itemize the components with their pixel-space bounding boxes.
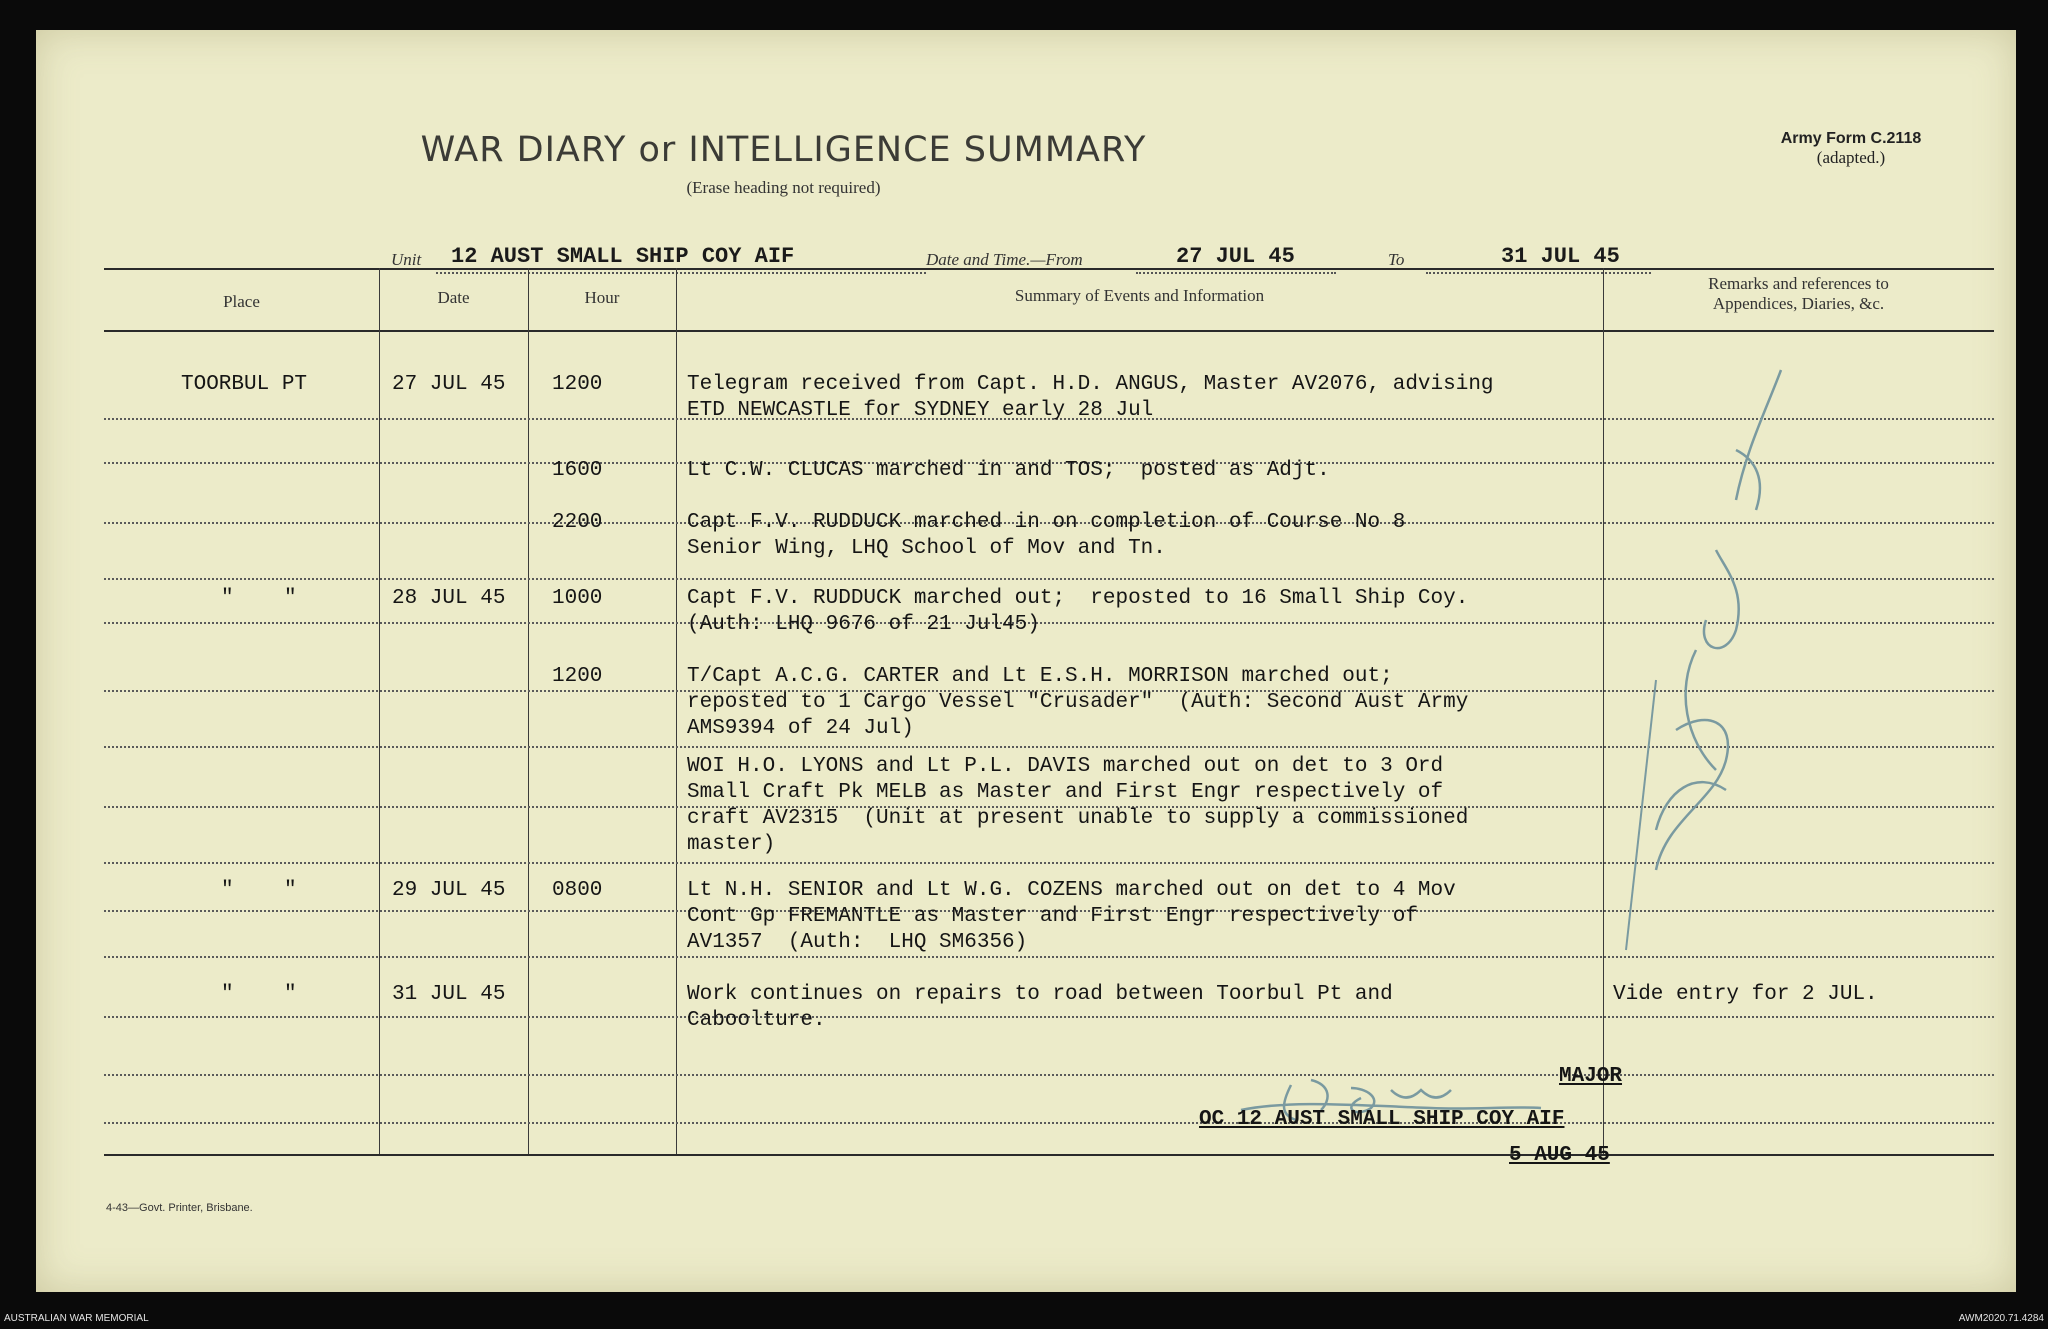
row-hour: 1200	[552, 373, 603, 396]
signature-rank: MAJOR	[1559, 1065, 1623, 1088]
army-form-number: Army Form C.2118	[1780, 130, 1922, 147]
row-summary: Capt F.V. RUDDUCK marched out; reposted to 16 Small Ship Coy. (Auth: LHQ 9676 of 21 Jul45)	[687, 587, 1469, 636]
date-to-label: To	[1388, 250, 1405, 269]
row-summary: WOI H.O. LYONS and Lt P.L. DAVIS marched out on det to 3 Ord Small Craft Pk MELB as Master and First Engr respectively of craft AV2315 (Unit at present unable to supply a commissioned master)	[687, 755, 1469, 856]
form-subtitle: (Erase heading not required)	[686, 178, 881, 197]
signature-appointment: OC 12 AUST SMALL SHIP COY AIF	[1199, 1108, 1565, 1131]
header-remarks-line1: Remarks and references to	[1708, 274, 1889, 293]
col-divider-hour	[676, 268, 677, 1154]
row-summary: Work continues on repairs to road between Toorbul Pt and Caboolture.	[687, 983, 1393, 1032]
header-summary: Summary of Events and Information	[1014, 286, 1265, 305]
header-hour: Hour	[584, 288, 620, 307]
header-bottom-rule	[104, 330, 1994, 332]
header-date: Date	[437, 288, 470, 307]
unit-dotline	[436, 272, 926, 274]
row-rule	[104, 1122, 1994, 1124]
row-summary: Capt F.V. RUDDUCK marched in on completion of Course No 8 Senior Wing, LHQ School of Mov and Tn.	[687, 511, 1406, 560]
signature-date: 5 AUG 45	[1509, 1144, 1610, 1167]
row-hour: 0800	[552, 879, 603, 902]
date-from-label: Date and Time.—From	[926, 250, 1083, 269]
row-remarks: Vide entry for 2 JUL.	[1613, 983, 1878, 1006]
date-from-value: 27 JUL 45	[1176, 244, 1295, 269]
handwritten-signature-icon	[1596, 350, 1896, 970]
header-place: Place	[223, 292, 260, 311]
table-top-rule	[104, 268, 1994, 270]
table-bottom-rule	[104, 1154, 1994, 1156]
header-remarks-line2: Appendices, Diaries, &c.	[1712, 294, 1885, 313]
army-form-note: (adapted.)	[1816, 148, 1886, 167]
header-remarks	[1603, 274, 1994, 314]
row-rule	[104, 1074, 1994, 1076]
col-divider-place	[379, 268, 380, 1154]
row-place: " "	[221, 587, 297, 610]
printer-imprint: 4-43—Govt. Printer, Brisbane.	[106, 1202, 253, 1214]
date-to-value: 31 JUL 45	[1501, 244, 1620, 269]
row-place: " "	[221, 983, 297, 1006]
row-summary: Lt C.W. CLUCAS marched in and TOS; posted as Adjt.	[687, 459, 1330, 482]
unit-value: 12 AUST SMALL SHIP COY AIF	[451, 244, 795, 269]
row-hour: 1600	[552, 459, 603, 482]
row-hour: 1000	[552, 587, 603, 610]
row-date: 31 JUL 45	[392, 983, 506, 1006]
row-date: 27 JUL 45	[392, 373, 506, 396]
row-hour: 1200	[552, 665, 603, 688]
col-divider-date	[528, 268, 529, 1154]
archive-caption: AUSTRALIAN WAR MEMORIAL	[4, 1313, 149, 1324]
row-place: " "	[221, 879, 297, 902]
row-date: 29 JUL 45	[392, 879, 506, 902]
row-summary: T/Capt A.C.G. CARTER and Lt E.S.H. MORRISON marched out; reposted to 1 Cargo Vessel "Crusader" (Auth: Second Aust Army AMS9394 of 24 Jul)	[687, 665, 1469, 740]
row-place: TOORBUL PT	[181, 373, 308, 396]
archive-reference: AWM2020.71.4284	[1958, 1313, 2044, 1324]
form-title: WAR DIARY or INTELLIGENCE SUMMARY	[420, 130, 1147, 170]
row-date: 28 JUL 45	[392, 587, 506, 610]
row-summary: Lt N.H. SENIOR and Lt W.G. COZENS marched out on det to 4 Mov Cont Gp FREMANTLE as Master and First Engr respectively of AV1357 (Auth: LHQ SM6356)	[687, 879, 1456, 954]
row-hour: 2200	[552, 511, 603, 534]
unit-label: Unit	[391, 250, 422, 269]
date-from-dotline	[1136, 272, 1336, 274]
row-summary: Telegram received from Capt. H.D. ANGUS, Master AV2076, advising ETD NEWCASTLE for SYDNEY early 28 Jul	[687, 373, 1494, 422]
army-form-label	[1751, 130, 1951, 168]
diary-page	[36, 30, 2016, 1292]
